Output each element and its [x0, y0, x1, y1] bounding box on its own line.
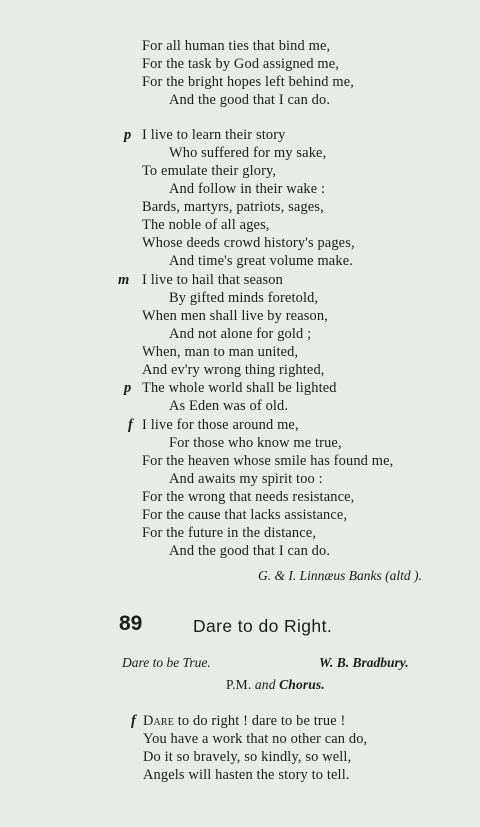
verse-line [143, 712, 345, 730]
verse-line: When, man to man united, [142, 344, 299, 360]
verse-line: Angels will hasten the story to tell. [143, 767, 350, 783]
verse-line: Whose deeds crowd history's pages, [142, 235, 355, 251]
tune-name: Dare to be True. [122, 655, 211, 670]
dynamic-marking: f [128, 417, 133, 433]
verse-line: For the task by God assigned me, [142, 56, 340, 72]
verse-line: To emulate their glory, [142, 163, 277, 179]
verse-line: When men shall live by reason, [142, 308, 328, 324]
dynamic-marking: p [124, 127, 132, 143]
verse-line: For the bright hopes left behind me, [142, 74, 355, 90]
verse-line: For the wrong that needs resistance, [142, 489, 355, 505]
author-attribution: G. & I. Linnæus Banks (altd ). [258, 568, 422, 583]
verse-line: For the cause that lacks assistance, [142, 507, 348, 523]
first-line-rest: to do right ! dare to be true ! [174, 713, 346, 729]
hymn-title: Dare to do Right. [193, 616, 333, 636]
meter: P.M. [226, 677, 252, 692]
verse-line: As Eden was of old. [169, 398, 289, 414]
chorus-label: Chorus. [279, 677, 325, 692]
verse-line: For those who know me true, [169, 435, 342, 451]
verse-line: For the heaven whose smile has found me, [142, 453, 394, 469]
verse-line: And time's great volume make. [169, 253, 353, 269]
verse-line: And awaits my spirit too : [169, 471, 323, 487]
meter-line [226, 676, 325, 694]
verse-line: Do it so bravely, so kindly, so well, [143, 749, 352, 765]
composer-name: W. B. Bradbury. [319, 655, 409, 670]
verse-line: I live for those around me, [142, 417, 299, 433]
verse-line: And the good that I can do. [169, 543, 331, 559]
verse-line: By gifted minds foretold, [169, 290, 319, 306]
verse-line: And ev'ry wrong thing righted, [142, 362, 325, 378]
dynamic-marking: p [124, 380, 132, 396]
verse-line: You have a work that no other can do, [143, 731, 368, 747]
dynamic-marking: f [131, 713, 136, 729]
verse-line: I live to hail that season [142, 272, 283, 288]
verse-line: And not alone for gold ; [169, 326, 312, 342]
verse-line: I live to learn their story [142, 127, 286, 143]
dynamic-marking: m [118, 272, 130, 288]
verse-line: Who suffered for my sake, [169, 145, 327, 161]
verse-line: And the good that I can do. [169, 92, 331, 108]
verse-line: The noble of all ages, [142, 217, 270, 233]
verse-line: And follow in their wake : [169, 181, 326, 197]
hymn-number: 89 [119, 612, 143, 635]
verse-line: Bards, martyrs, patriots, sages, [142, 199, 324, 215]
meter-joiner: and [254, 677, 276, 692]
verse-line: For the future in the distance, [142, 525, 317, 541]
first-word: Dare [143, 713, 174, 729]
verse-line: For all human ties that bind me, [142, 38, 331, 54]
verse-line: The whole world shall be lighted [142, 380, 337, 396]
